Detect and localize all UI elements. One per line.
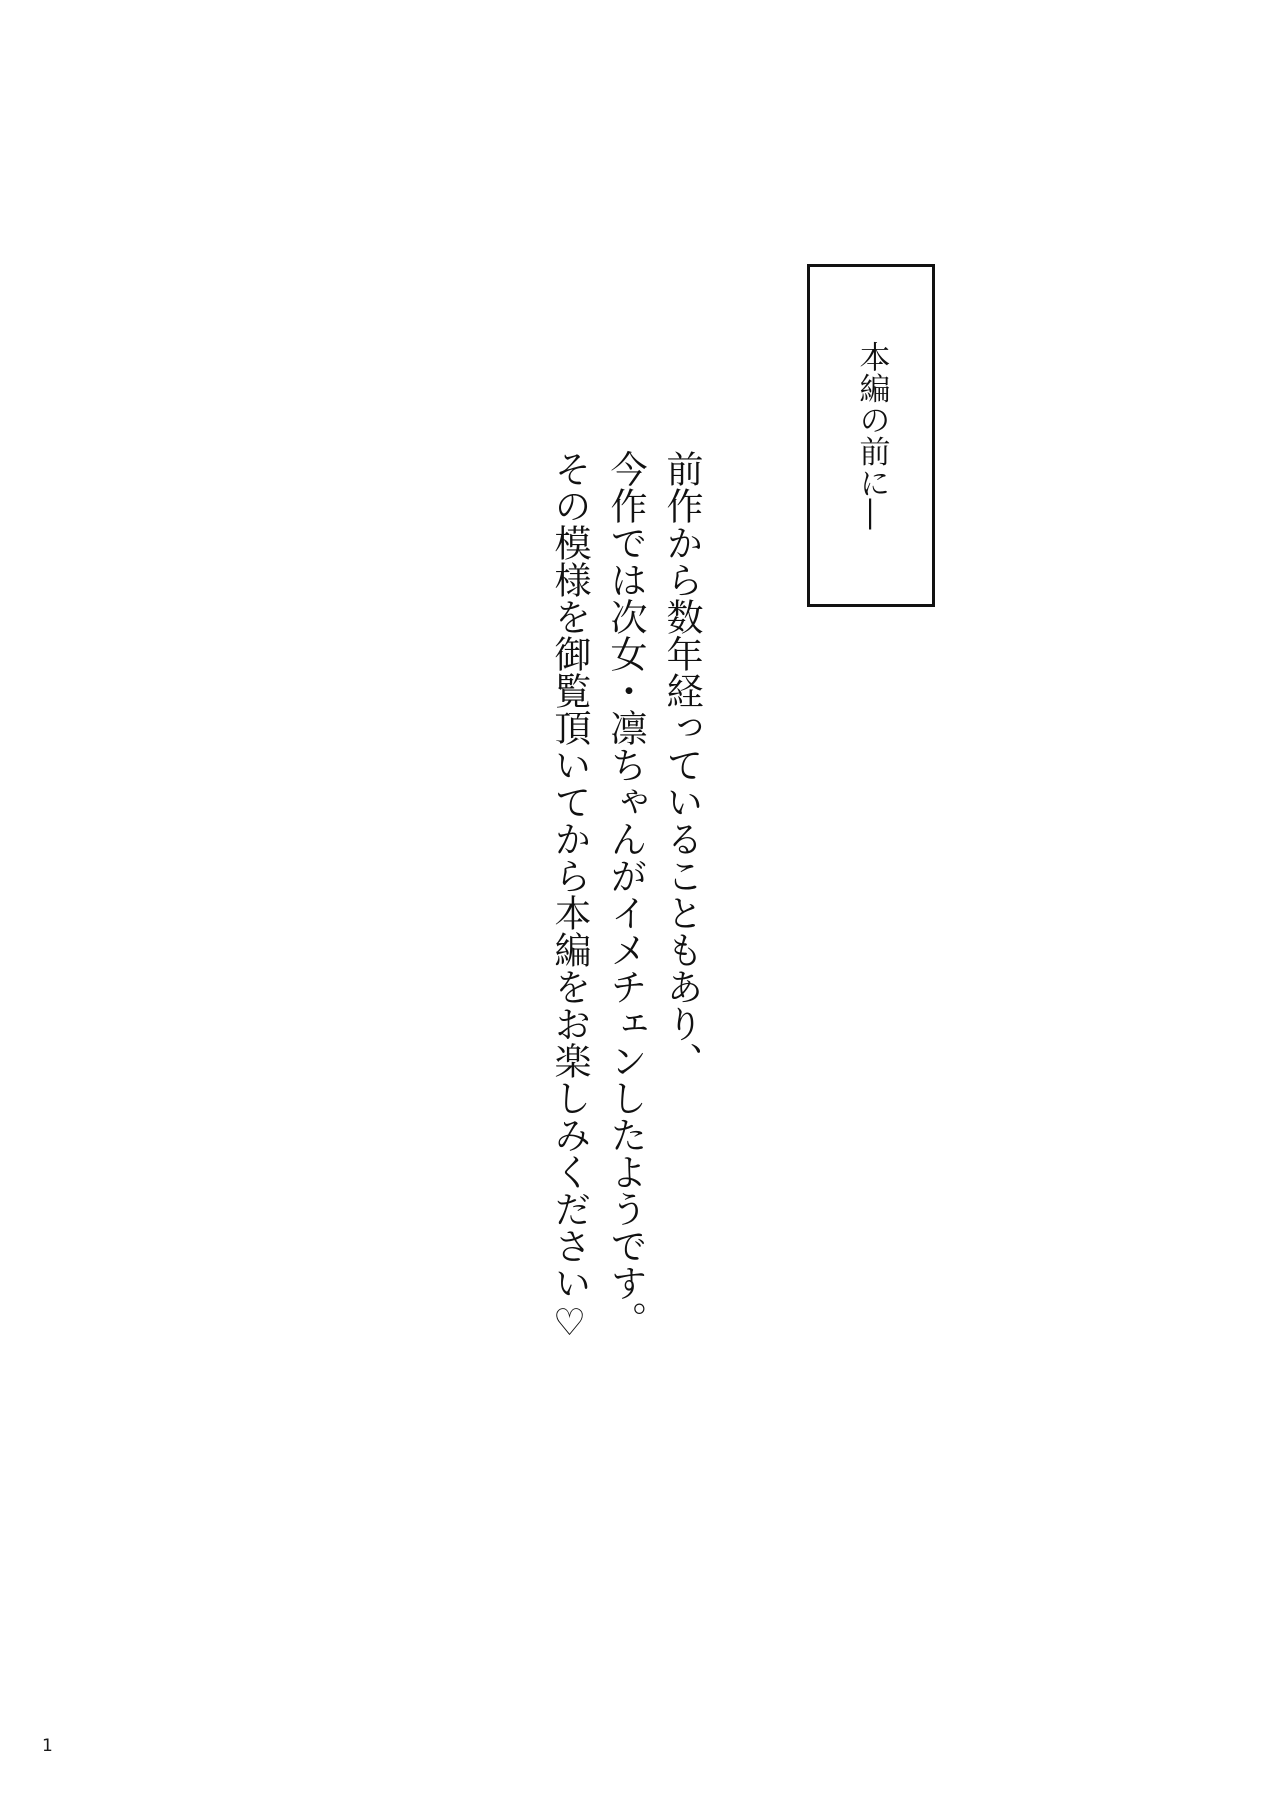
chapter-title-text: 本編の前に― <box>853 341 890 530</box>
intro-line-2: 今作では次女・凛ちゃんがイメチェンしたようです。 <box>604 450 647 1338</box>
page-number: 1 <box>42 1736 53 1756</box>
chapter-title-box <box>807 264 935 607</box>
intro-line-1: 前作から数年経っていることもあり、 <box>660 450 703 1079</box>
intro-line-3: その模様を御覧頂いてから本編をお楽しみください♡ <box>548 450 591 1344</box>
intro-text-block <box>541 450 709 1380</box>
